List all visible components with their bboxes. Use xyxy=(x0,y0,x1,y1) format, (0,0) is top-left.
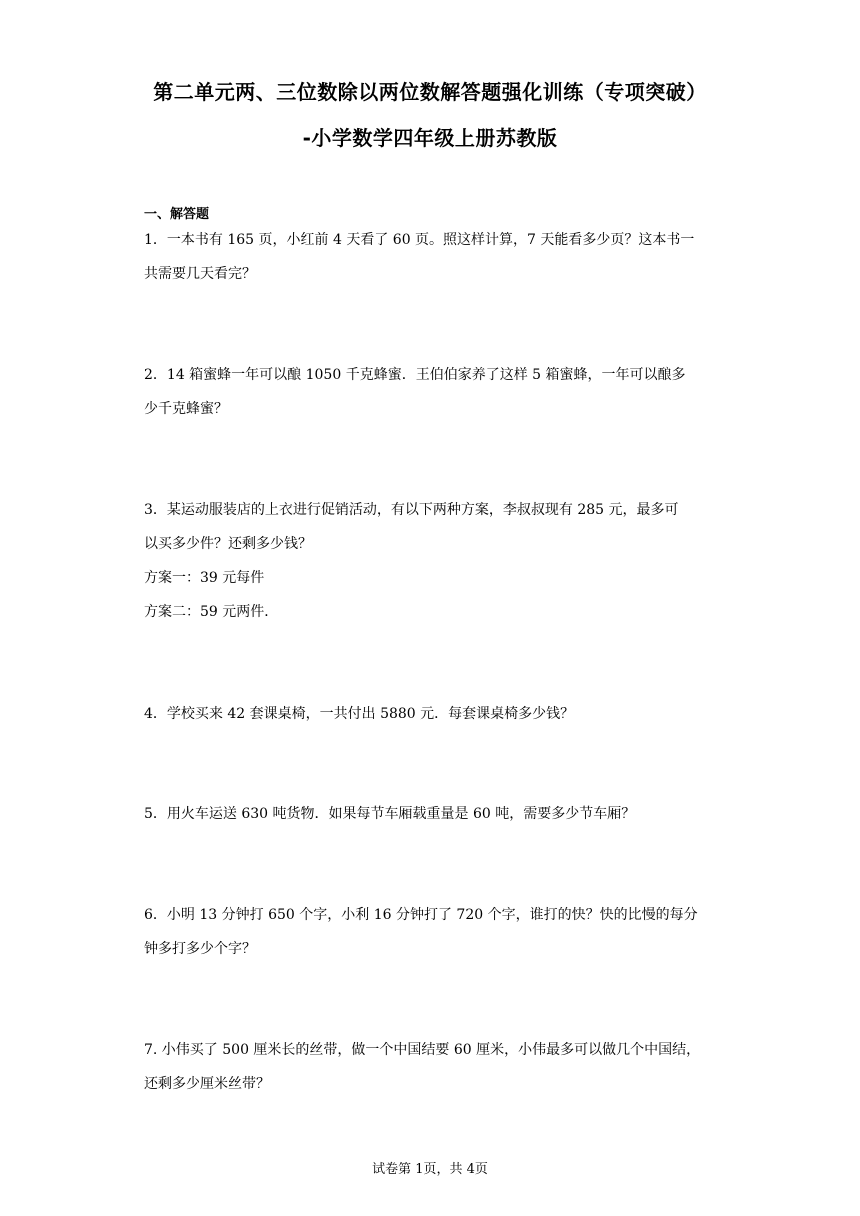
question-4-line-1: 4．学校买来 42 套课桌椅，一共付出 5880 元．每套课桌椅多少钱？ xyxy=(144,706,575,722)
question-7 xyxy=(144,1033,716,1101)
question-6 xyxy=(144,898,716,966)
question-2-line-2: 少千克蜂蜜？ xyxy=(144,401,228,417)
question-1-line-2: 共需要几天看完？ xyxy=(144,266,256,282)
question-5-line-1: 5．用火车运送 630 吨货物．如果每节车厢载重量是 60 吨，需要多少节车厢？ xyxy=(144,806,636,822)
question-5 xyxy=(144,797,716,831)
question-1-line-1: 1．一本书有 165 页，小红前 4 天看了 60 页。照这样计算，7 天能看多少页？这本书一 xyxy=(144,232,695,248)
question-3-option-1: 方案一：39 元每件 xyxy=(144,570,265,586)
page-number-footer: 试卷第 1页，共 4页 xyxy=(372,1162,488,1177)
title-line-2: -小学数学四年级上册苏教版 xyxy=(302,126,558,150)
section-heading: 一、解答题 xyxy=(144,207,210,222)
question-3-option-2: 方案二：59 元两件． xyxy=(144,604,279,620)
question-3-line-2: 以买多少件？还剩多少钱？ xyxy=(144,536,312,552)
question-3-line-1: 3．某运动服装店的上衣进行促销活动，有以下两种方案，李叔叔现有 285 元，最多可 xyxy=(144,502,679,518)
question-2-line-1: 2．14 箱蜜蜂一年可以酿 1050 千克蜂蜜．王伯伯家养了这样 5 箱蜜蜂，一年可以酿多 xyxy=(144,367,686,383)
title-line-1: 第二单元两、三位数除以两位数解答题强化训练（专项突破） xyxy=(153,80,707,104)
question-1 xyxy=(144,223,716,291)
question-2 xyxy=(144,358,716,426)
question-6-line-1: 6．小明 13 分钟打 650 个字，小利 16 分钟打了 720 个字，谁打的快？快的比慢的每分 xyxy=(144,907,698,923)
question-6-line-2: 钟多打多少个字？ xyxy=(144,941,256,957)
question-7-line-1: 7. 小伟买了 500 厘米长的丝带，做一个中国结要 60 厘米，小伟最多可以做几个中国结， xyxy=(144,1042,701,1058)
question-7-line-2: 还剩多少厘米丝带？ xyxy=(144,1076,270,1092)
question-4 xyxy=(144,697,716,731)
question-3 xyxy=(144,493,716,629)
